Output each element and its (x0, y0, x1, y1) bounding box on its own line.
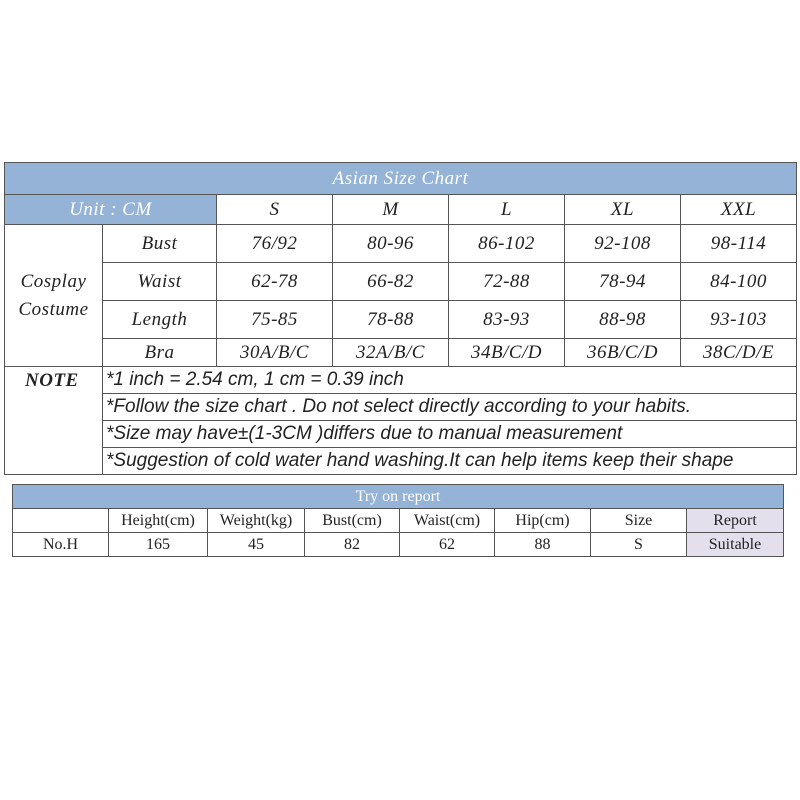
row-label-length: Length (103, 301, 217, 339)
table-cell: 76/92 (217, 225, 333, 263)
report-header-hip: Hip(cm) (495, 509, 591, 533)
size-chart-title: Asian Size Chart (5, 163, 797, 195)
report-header-weight: Weight(kg) (208, 509, 305, 533)
table-cell: 72-88 (449, 263, 565, 301)
size-header-l: L (449, 195, 565, 225)
note-label: NOTE (5, 367, 103, 475)
table-cell: 36B/C/D (565, 339, 681, 367)
table-cell: 62-78 (217, 263, 333, 301)
report-height-value: 165 (109, 533, 208, 557)
size-header-xxl: XXL (681, 195, 797, 225)
table-cell: 98-114 (681, 225, 797, 263)
report-size-value: S (591, 533, 687, 557)
table-cell: 80-96 (333, 225, 449, 263)
table-cell: 92-108 (565, 225, 681, 263)
report-header-size: Size (591, 509, 687, 533)
report-header-bust: Bust(cm) (305, 509, 400, 533)
table-cell: 75-85 (217, 301, 333, 339)
table-cell: 86-102 (449, 225, 565, 263)
row-label-bust: Bust (103, 225, 217, 263)
group-label-line2: Costume (18, 298, 89, 320)
row-label-waist: Waist (103, 263, 217, 301)
note-line: *1 inch = 2.54 cm, 1 cm = 0.39 inch (103, 367, 797, 394)
group-label-line1: Cosplay (20, 270, 87, 292)
report-bust-value: 82 (305, 533, 400, 557)
report-header-waist: Waist(cm) (400, 509, 495, 533)
note-line: *Size may have±(1-3CM )differs due to manual measurement (103, 421, 797, 448)
table-cell: 78-88 (333, 301, 449, 339)
table-cell: 93-103 (681, 301, 797, 339)
report-header-height: Height(cm) (109, 509, 208, 533)
report-verdict-value: Suitable (687, 533, 784, 557)
try-on-report-table (12, 484, 784, 557)
try-on-report-title: Try on report (13, 485, 784, 509)
report-weight-value: 45 (208, 533, 305, 557)
unit-label: Unit : CM (5, 195, 217, 225)
table-cell: 34B/C/D (449, 339, 565, 367)
group-label (5, 225, 103, 367)
size-header-xl: XL (565, 195, 681, 225)
table-cell: 38C/D/E (681, 339, 797, 367)
size-chart-table (4, 162, 797, 475)
size-header-s: S (217, 195, 333, 225)
table-cell: 78-94 (565, 263, 681, 301)
table-cell: 83-93 (449, 301, 565, 339)
table-cell: 88-98 (565, 301, 681, 339)
table-cell: 32A/B/C (333, 339, 449, 367)
report-header-report: Report (687, 509, 784, 533)
row-label-bra: Bra (103, 339, 217, 367)
note-line: *Suggestion of cold water hand washing.It can help items keep their shape (103, 448, 797, 475)
report-model-name: No.H (13, 533, 109, 557)
table-cell: 84-100 (681, 263, 797, 301)
table-cell: 30A/B/C (217, 339, 333, 367)
table-cell: 66-82 (333, 263, 449, 301)
size-header-m: M (333, 195, 449, 225)
report-header-blank (13, 509, 109, 533)
report-waist-value: 62 (400, 533, 495, 557)
note-line: *Follow the size chart . Do not select directly according to your habits. (103, 394, 797, 421)
report-hip-value: 88 (495, 533, 591, 557)
